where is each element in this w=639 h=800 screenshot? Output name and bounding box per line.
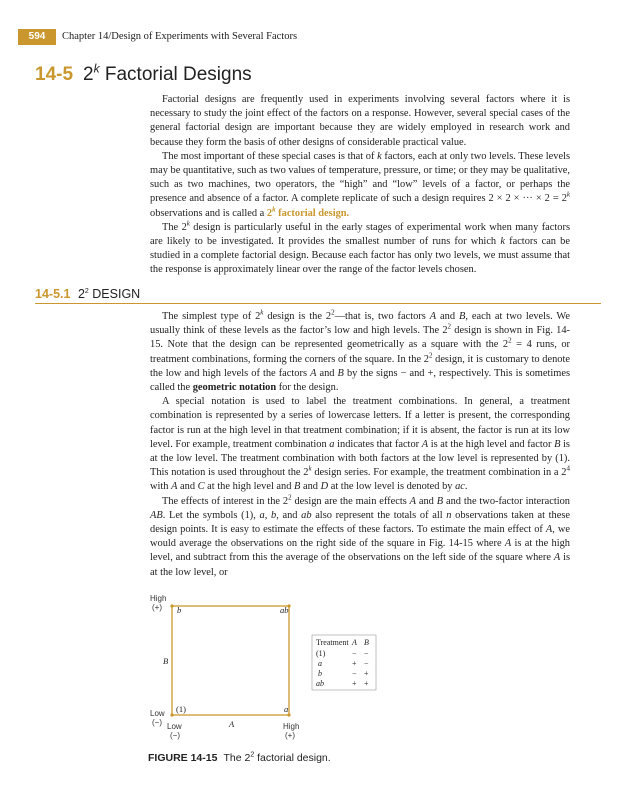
intro-paragraph-1: Factorial designs are frequently used in experiments involving several factors where it is necessary to study the joint effect of the factors on a response. However, several special cases of the general factorial design are important because they are widely employed in research work and because they form the basis of other designs of considerable practical value. — [150, 94, 570, 148]
table-row-3-a: − — [352, 669, 357, 678]
intro-paragraph-2: The most important of these special cases is that of k factors, each at only two levels. These levels may be quantitative, such as two values of temperature, pressure, or time; or they may be qualitative, such as two machines, two operators, the “high” and “low” levels of a factor, or perhaps the presence and absence of a factor. A complete replicate of such a design requires 2 × 2 × ··· × $2 = 2^k$ observations and is called a 2$^k$ factorial design. — [150, 150, 570, 219]
point-b — [170, 604, 173, 607]
table-header-b: B — [364, 638, 369, 647]
section-title-sup: k — [93, 61, 100, 76]
subsection-number: 14-5.1 — [35, 287, 71, 301]
sub-paragraph-3: The effects of interest in the $2^2$ design are the main effects A and B and the two-factor interaction AB. Let the symbols (1), a, b, and ab also represent the totals of all n observations taken at these design points. It is easy to estimate the effects of these factors. To estimate the main effect of A, we would average the observations on the right side of the square in Fig. 14-15 where A is at the high level, and subtract from this the average of the observations on the left side of the square where A is at the low level, or — [150, 493, 571, 578]
y-high-sign: (+) — [152, 603, 162, 612]
table-row-4-b: + — [364, 679, 369, 688]
figure-label: FIGURE 14-15 — [148, 752, 218, 764]
table-row-2-b: − — [364, 659, 369, 668]
y-low-sign: (−) — [152, 718, 162, 727]
table-header-treatment: Treatment — [316, 638, 349, 647]
table-row-2-treatment: a — [318, 659, 322, 668]
section-title-rest: Factorial Designs — [99, 64, 252, 85]
corner-label-a: a — [284, 704, 289, 714]
sub-paragraph-1: The simplest type of 2$^k$ design is the $2^2—that$ is, two factors A and B, each at two levels. We usually think of these levels as the factor’s low and high levels. The $2^2$ design is shown in Fig. 14-15. Note that the design can be represented geometrically as a square with the $2^2 = 4$ runs, or treatment combinations, forming the corners of the square. In the $2^2$ design, it is customary to denote the low and high levels of the factors A and B by the signs − and +, respectively. This is sometimes called the geometric notation for the design. — [150, 308, 571, 394]
table-header-a: A — [352, 638, 357, 647]
intro-paragraph-3: The 2$^k$ design is particularly useful in the early stages of experimental work when many factors are likely to be investigated. It provides the smallest number of runs for which k factors can be studied in a complete factorial design. Because each factor has only two levels, we must assume that the response is approximately linear over the range of the factor levels chosen. — [150, 219, 570, 276]
x-low-label: Low — [167, 722, 182, 731]
table-row-3-treatment: b — [318, 669, 322, 678]
term-2k-factorial: 2$^k$ factorial design. — [266, 205, 350, 219]
section-number: 14-5 — [35, 64, 74, 85]
table-row-4-treatment: ab — [316, 679, 324, 688]
y-high-label: High — [150, 594, 167, 603]
corner-label-b: b — [177, 605, 182, 615]
term-geometric-notation: geometric notation — [192, 382, 277, 394]
corner-label-ab: ab — [280, 605, 289, 615]
point-1 — [170, 713, 173, 716]
design-square — [172, 606, 289, 715]
axis-label-b: B — [163, 656, 169, 666]
y-low-label: Low — [150, 709, 165, 718]
table-row-1-b: − — [364, 649, 369, 658]
section-title-base: 2 — [83, 64, 94, 85]
table-row-1-a: − — [352, 649, 357, 658]
corner-label-1: (1) — [176, 704, 186, 714]
x-low-sign: (−) — [170, 731, 180, 740]
sub-paragraph-2: A special notation is used to label the treatment combinations. In general, a treatment combination is represented by a series of lowercase letters. If a letter is present, the corresponding factor is run at the high level in that treatment combination; if it is absent, the factor is run at its low level. For example, treatment combination a indicates that factor A is at the high level and factor B is at the low level. The treatment combination with both factors at the low level is represented by (1). This notation is used throughout the 2$^k$ design series. For example, the treatment combination in a $2^4$ with A and C at the high level and B and D at the low level is denoted by ac. — [150, 396, 570, 493]
table-row-3-b: + — [364, 669, 369, 678]
page-number: 594 — [18, 29, 56, 45]
x-high-sign: (+) — [285, 731, 295, 740]
design-points — [170, 604, 290, 716]
running-header: Chapter 14/Design of Experiments with Several Factors — [62, 31, 298, 42]
subsection-title: 14-5.1 $2^2$ DESIGN — [35, 287, 141, 301]
x-high-label: High — [283, 722, 300, 731]
table-row-4-a: + — [352, 679, 357, 688]
table-row-2-a: + — [352, 659, 357, 668]
table-row-1-treatment: (1) — [316, 649, 326, 658]
axis-label-a: A — [229, 719, 235, 729]
figure-caption: FIGURE 14-15 The $2^2$ factorial design. — [148, 751, 331, 764]
